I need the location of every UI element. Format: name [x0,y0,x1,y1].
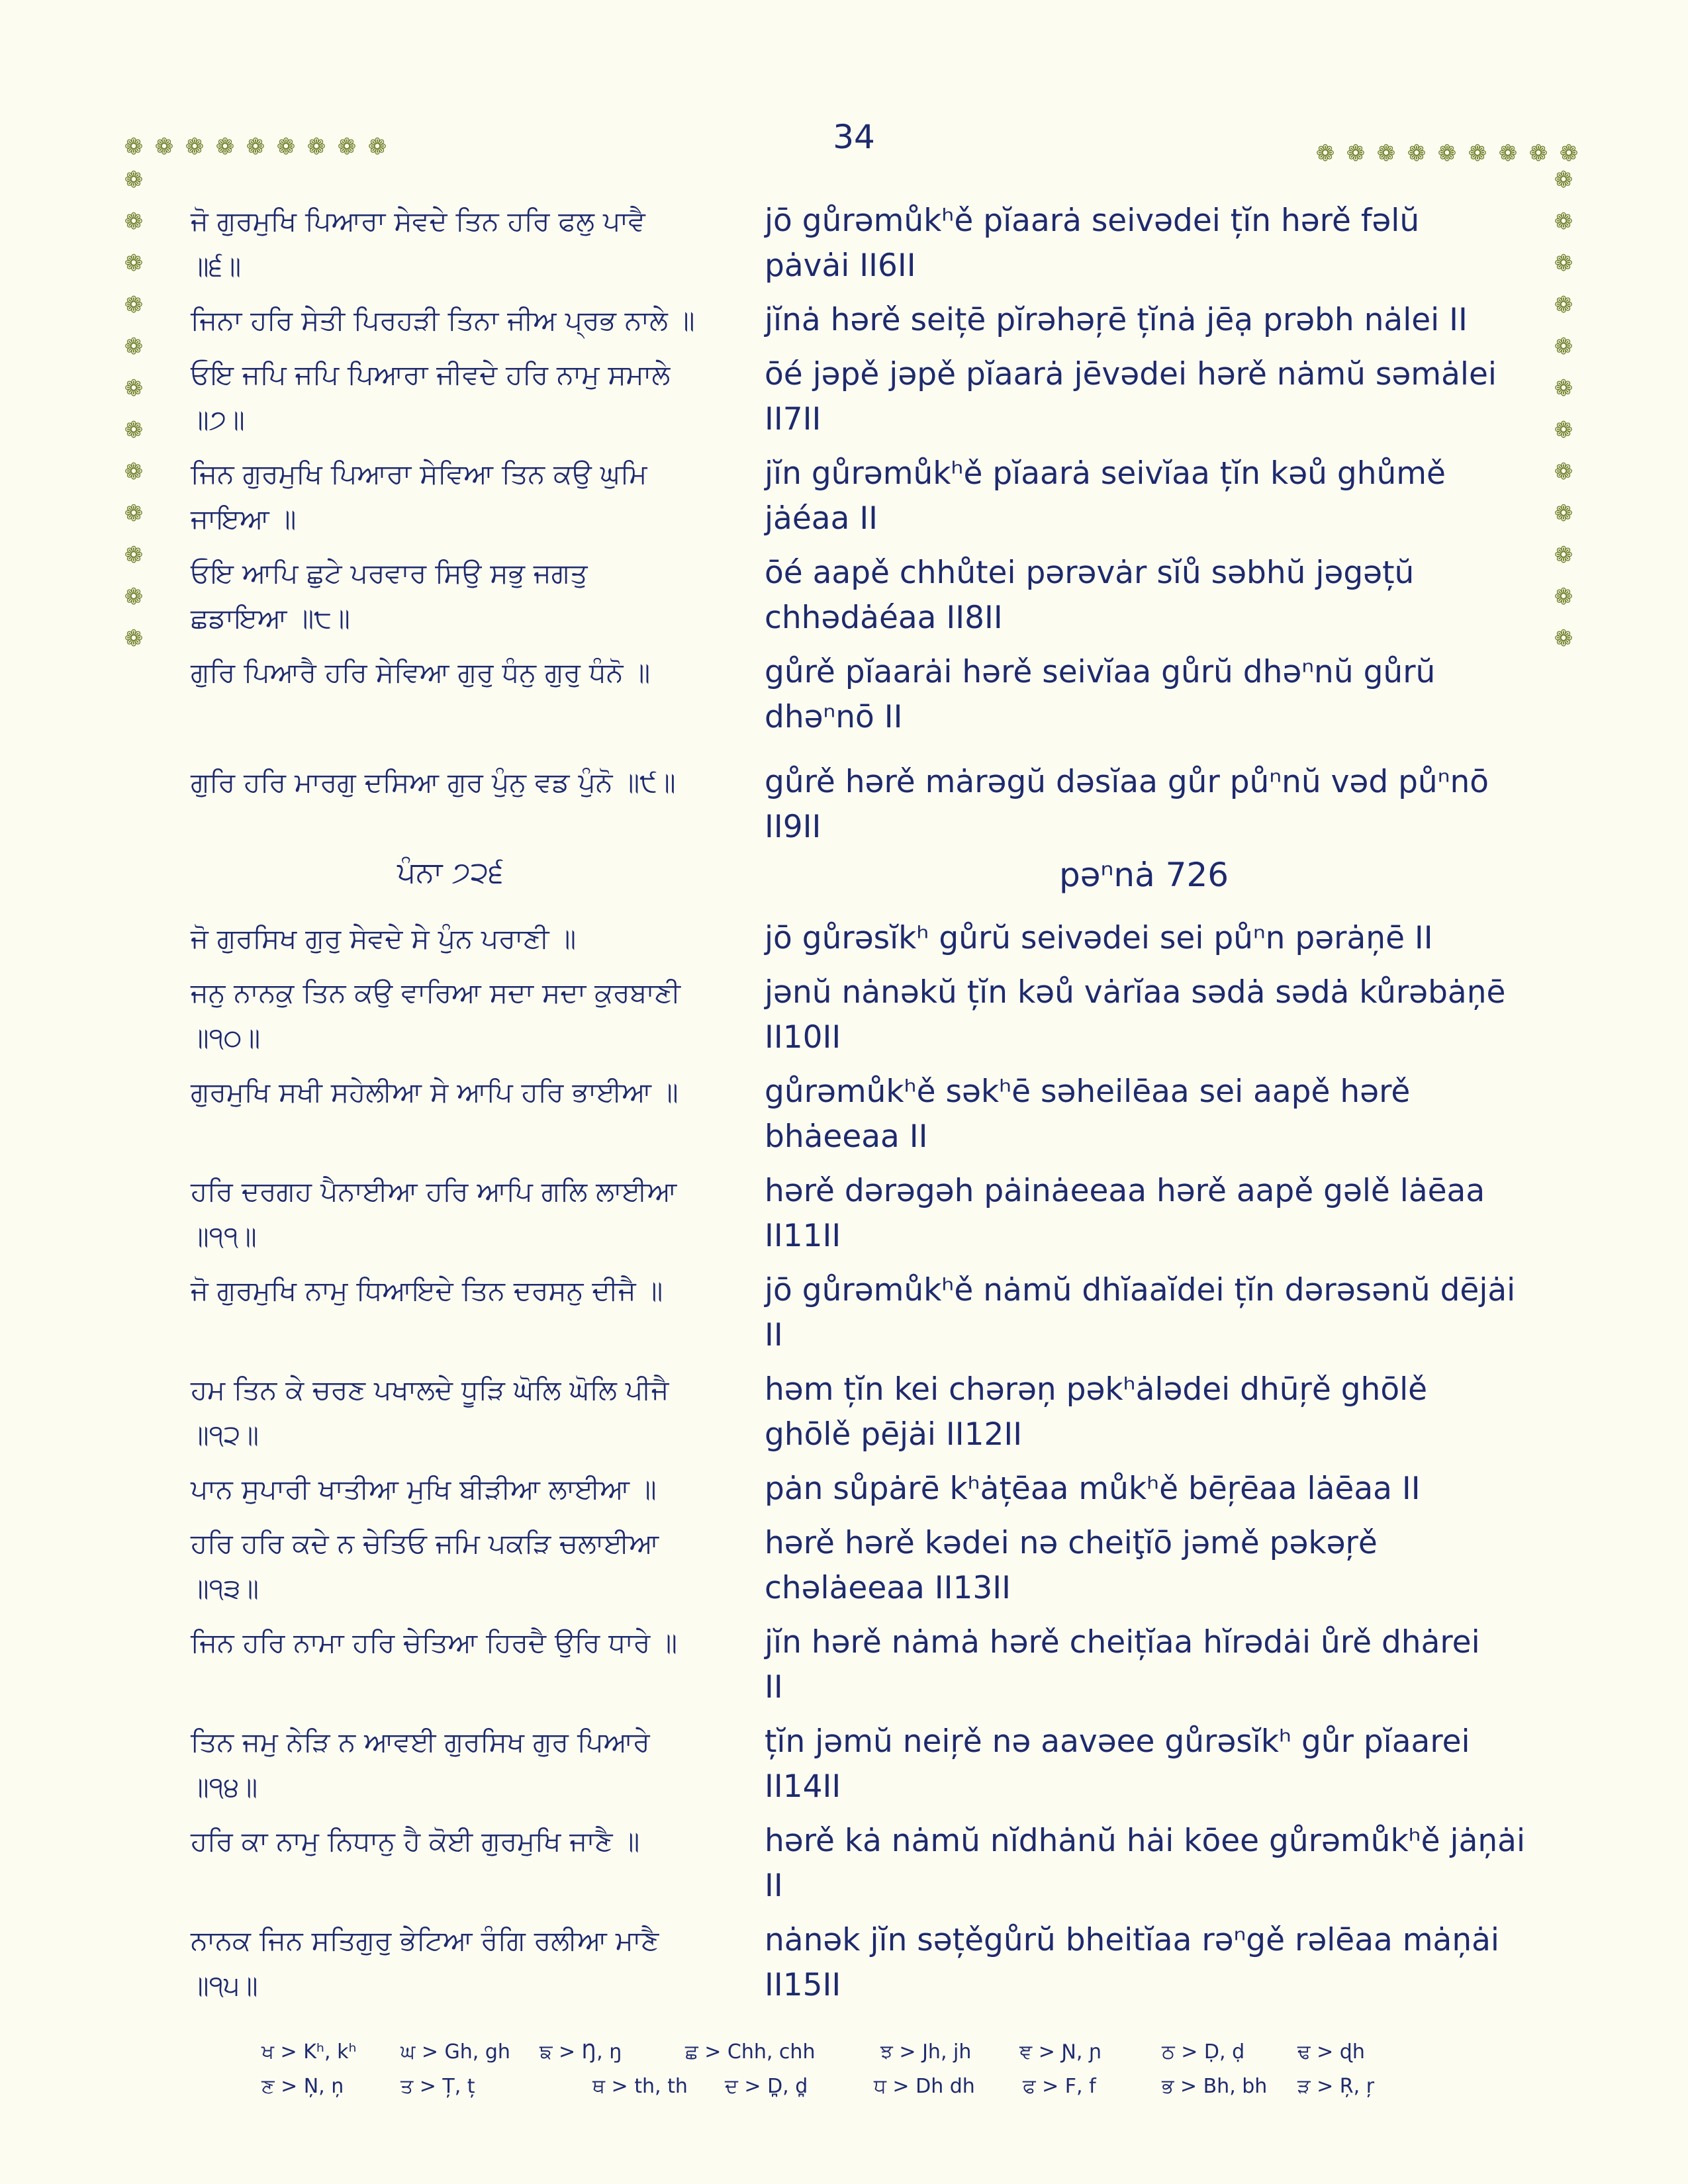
verse-gurmukhi-line: ਗੁਰਿ ਹਰਿ ਮਾਰਗੁ ਦਸਿਆ ਗੁਰ ਪੁੰਨੁ ਵਡ ਪੁੰਨੋ ॥੯॥ [191,766,676,798]
legend-entry: ਝ > Jh, jh [880,2040,972,2064]
verse-transliteration [765,970,1526,1060]
verse-gurmukhi-line: ਗੁਰਿ ਪਿਆਰੈ ਹਰਿ ਸੇਵਿਆ ਗੁਰੁ ਧੰਨੁ ਗੁਰੁ ਧੰਨੋ ॥ [191,657,651,688]
verse-transliteration-line: chhədȧéaa II8II [765,600,1003,636]
flower-icon: ❁ [124,500,144,527]
verse-gurmukhi-line: ਜੋ ਗੁਰਮੁਖਿ ਪਿਆਰਾ ਸੇਵਦੇ ਤਿਨ ਹਰਿ ਫਲੁ ਪਾਵੈ [191,205,645,237]
verse-transliteration-line: jĭn hərě nȧmȧ hərě cheițĭaa hĭrədȧi ůrě dhȧrei [765,1624,1480,1661]
verse-gurmukhi-line: ਹਰਿ ਦਰਗਹ ਪੈਨਾਈਆ ਹਰਿ ਆਪਿ ਗਲਿ ਲਾਈਆ [191,1175,677,1207]
verse-gurmukhi [191,1620,747,1665]
verse-transliteration-line: bhȧeeaa II [765,1118,928,1155]
verse-transliteration [765,1467,1526,1512]
verse-transliteration-line: hərě dərəgəh pȧinȧeeaa hərě aapě gəlě lȧēaa [765,1173,1485,1209]
verse-gurmukhi-line: ॥੧੦॥ [191,1022,261,1054]
legend-entry: ਭ > Bh, bh [1162,2075,1268,2098]
verse-transliteration-line: nȧnək jĭn səțěgůrŭ bheitĭaa rəⁿgě rəlēaa mȧņȧi [765,1922,1499,1958]
flower-icon: ❁ [306,134,326,160]
flower-icon: ❁ [1554,584,1573,610]
flower-icon: ❁ [185,134,205,160]
page-number: 34 [833,118,875,156]
verse-transliteration [765,1819,1526,1909]
verse-transliteration-line: II [765,1317,783,1353]
flower-icon: ❁ [1528,140,1548,167]
flower-icon: ❁ [1559,140,1579,167]
verse-transliteration-line: jō gůrəsĭkʰ gůrŭ seivədei sei půⁿn pərȧņē II [765,920,1433,956]
flower-icon: ❁ [1554,167,1573,193]
verse-transliteration-line: chəlȧeeaa II13II [765,1570,1011,1606]
flower-icon: ❁ [124,334,144,360]
verse-gurmukhi-line: ॥੧੫॥ [191,1970,258,2001]
verse-transliteration [765,298,1526,343]
flower-icon: ❁ [1554,459,1573,485]
legend-entry: ਦ > D̪, d̪ [725,2075,808,2098]
verse-gurmukhi-line: ਜਨੁ ਨਾਨਕੁ ਤਿਨ ਕਉ ਵਾਰਿਆ ਸਦਾ ਸਦਾ ਕੁਰਬਾਣੀ [191,977,680,1009]
legend-entry: ਣ > Ņ, ņ [261,2075,344,2098]
verse-gurmukhi-line: ਓਇ ਆਪਿ ਛੁਟੇ ਪਰਵਾਰ ਸਿਉ ਸਭੁ ਜਗਤੁ [191,557,588,589]
flower-icon: ❁ [1554,375,1573,402]
verse-gurmukhi [191,916,747,961]
verse-transliteration [765,1620,1526,1710]
verse-transliteration-line: țĭn jəmŭ neiŗě nə aavəee gůrəsĭkʰ gůr pĭaarei [765,1723,1470,1760]
verse-transliteration-line: ōé jəpě jəpě pĭaarȧ jēvədei hərě nȧmŭ səmȧlei [765,356,1497,392]
flower-icon: ❁ [1554,292,1573,318]
verse-transliteration [765,352,1526,442]
verse-transliteration [765,199,1526,289]
flower-icon: ❁ [246,134,265,160]
flower-icon: ❁ [124,542,144,569]
verse-gurmukhi [191,298,747,343]
verse-transliteration-line: II [765,1868,783,1904]
flower-icon: ❁ [1376,140,1396,167]
flower-icon: ❁ [124,459,144,485]
verse-transliteration [765,1719,1526,1809]
verse-transliteration [765,551,1526,641]
verse-transliteration-line: II9II [765,809,821,845]
verse-gurmukhi-line: ਹਰਿ ਹਰਿ ਕਦੇ ਨ ਚੇਤਿਓ ਜਮਿ ਪਕੜਿ ਚਲਾਈਆ [191,1527,659,1559]
legend-entry: ਞ > Ɲ, ɲ [1019,2040,1102,2064]
legend-entry: ਧ > Dh dh [874,2075,975,2098]
flower-icon: ❁ [215,134,235,160]
legend-entry: ੜ > Ŗ, ŗ [1297,2075,1375,2098]
verse-transliteration-line: gůrě pĭaarȧi hərě seivĭaa gůrŭ dhəⁿnŭ gůrŭ [765,654,1436,690]
flower-icon: ❁ [1554,334,1573,360]
verse-gurmukhi-line: ਪਾਨ ਸੁਪਾਰੀ ਖਾਤੀਆ ਮੁਖਿ ਬੀੜੀਆ ਲਾਈਆ ॥ [191,1473,657,1505]
verse-gurmukhi-line: ॥੧੧॥ [191,1220,257,1252]
verse-gurmukhi [191,1521,747,1611]
verse-transliteration-line: jĭnȧ hərě seițē pĭrəhəŗē țĭnȧ jēạ prəbh nȧlei II [765,302,1468,338]
verse-transliteration [765,1918,1526,2008]
verse-transliteration [765,451,1526,541]
verse-gurmukhi [191,1268,747,1313]
flower-icon: ❁ [124,134,144,160]
legend-entry: ਢ > ɖh [1297,2040,1365,2064]
flower-icon: ❁ [1315,140,1335,167]
section-heading-transliteration: pəⁿnȧ 726 [1059,856,1229,894]
flower-icon: ❁ [124,208,144,235]
verse-transliteration-line: jənŭ nȧnəkŭ țĭn kəů vȧrĭaa sədȧ sədȧ kůrəbȧņē [765,974,1506,1011]
verse-transliteration-line: ghōlě pējȧi II12II [765,1416,1023,1453]
verse-gurmukhi-line: ਜੋ ਗੁਰਸਿਖ ਗੁਰੁ ਸੇਵਦੇ ਸੇ ਪੁੰਨ ਪਰਾਣੀ ॥ [191,923,577,954]
verse-transliteration [765,1069,1526,1160]
verse-gurmukhi-line: ਹਰਿ ਕਾ ਨਾਮੁ ਨਿਧਾਨੁ ਹੈ ਕੋਈ ਗੁਰਮੁਖਿ ਜਾਣੈ ॥ [191,1825,640,1857]
flower-icon: ❁ [1554,542,1573,569]
verse-gurmukhi [191,1169,747,1259]
verse-transliteration-line: hərě kȧ nȧmŭ nĭdhȧnŭ hȧi kōee gůrəmůkʰě jȧņȧi [765,1823,1526,1859]
flower-icon: ❁ [1554,208,1573,235]
verse-transliteration-line: hərě hərě kədei nə cheiţĭō jəmě pəkəŗě [765,1525,1378,1561]
verse-gurmukhi-line: ਜਿਨ ਗੁਰਮੁਖਿ ਪਿਆਰਾ ਸੇਵਿਆ ਤਿਨ ਕਉ ਘੁਮਿ [191,458,647,490]
verse-gurmukhi-line: ਗੁਰਮੁਖਿ ਸਖੀ ਸਹੇਲੀਆ ਸੇ ਆਪਿ ਹਰਿ ਭਾਈਆ ॥ [191,1076,679,1108]
flower-icon: ❁ [124,625,144,652]
flower-icon: ❁ [1346,140,1366,167]
verse-gurmukhi-line: ਓਇ ਜਪਿ ਜਪਿ ਪਿਆਰਾ ਜੀਵਦੇ ਹਰਿ ਨਾਮੁ ਸਮਾਲੇ [191,359,671,390]
verse-gurmukhi-line: ਹਮ ਤਿਨ ਕੇ ਚਰਣ ਪਖਾਲਦੇ ਧੂੜਿ ਘੋਲਿ ਘੋਲਿ ਪੀਜੈ [191,1374,669,1406]
section-heading-gurmukhi: ਪੰਨਾ ੭੨੬ [397,856,504,889]
verse-gurmukhi [191,1367,747,1457]
flower-icon: ❁ [337,134,357,160]
verse-gurmukhi-line: ॥੧੩॥ [191,1572,259,1604]
legend-entry: ਖ > Kʰ, kʰ [261,2040,357,2064]
flower-icon: ❁ [276,134,296,160]
flower-icon: ❁ [1554,625,1573,652]
legend-entry: ਫ > F, f [1023,2075,1096,2098]
flower-icon: ❁ [124,584,144,610]
flower-icon: ❁ [124,292,144,318]
verse-transliteration-line: gůrəmůkʰě səkʰē səheilēaa sei aapě hərě [765,1073,1411,1110]
verse-transliteration [765,650,1526,740]
verse-gurmukhi [191,760,747,805]
verse-transliteration [765,1169,1526,1259]
verse-transliteration-line: jō gůrəmůkʰě pĭaarȧ seivədei țĭn hərě fəlŭ [765,203,1420,239]
verse-transliteration-line: jĭn gůrəmůkʰě pĭaarȧ seivĭaa țĭn kəů ghůmě [765,455,1446,492]
verse-transliteration-line: II15II [765,1967,841,2003]
verse-gurmukhi [191,970,747,1060]
flower-icon: ❁ [154,134,174,160]
verse-transliteration-line: həm țĭn kei chərəņ pəkʰȧlədei dhūŗě ghōlě [765,1371,1428,1408]
legend-entry: ਠ > Ḍ, ḍ [1162,2040,1245,2064]
verse-gurmukhi [191,1719,747,1809]
flower-icon: ❁ [124,167,144,193]
verse-gurmukhi [191,451,747,541]
verse-gurmukhi-line: ਜਿਨ ਹਰਿ ਨਾਮਾ ਹਰਿ ਚੇਤਿਆ ਹਿਰਦੈ ਉਰਿ ਧਾਰੇ ॥ [191,1627,678,1659]
flower-icon: ❁ [1554,500,1573,527]
verse-transliteration-line: II11II [765,1218,841,1254]
verse-transliteration-line: pȧn sůpȧrē kʰȧțēaa můkʰě bēŗēaa lȧēaa II [765,1471,1421,1507]
verse-gurmukhi [191,551,747,641]
verse-gurmukhi-line: ॥੧੨॥ [191,1419,259,1451]
verse-gurmukhi [191,650,747,695]
verse-transliteration-line: II [765,1669,783,1706]
verse-gurmukhi [191,352,747,442]
legend-entry: ਛ > Chh, chh [685,2040,816,2064]
verse-transliteration [765,916,1526,961]
legend-entry: ਥ > th, th [592,2075,688,2098]
verse-transliteration-line: gůrě hərě mȧrəgŭ dəsĭaa gůr půⁿnŭ vəd půⁿnō [765,764,1489,800]
verse-gurmukhi [191,1819,747,1864]
verse-gurmukhi-line: ਜਾਇਆ ॥ [191,503,297,535]
verse-gurmukhi-line: ਜਿਨਾ ਹਰਿ ਸੇਤੀ ਪਿਰਹੜੀ ਤਿਨਾ ਜੀਅ ਪ੍ਰਭ ਨਾਲੇ ॥ [191,304,695,336]
verse-gurmukhi-line: ॥੬॥ [191,250,242,282]
flower-icon: ❁ [124,417,144,443]
verse-gurmukhi [191,1467,747,1512]
verse-transliteration-line: II10II [765,1019,841,1056]
verse-transliteration-line: II7II [765,401,821,437]
verse-transliteration [765,1367,1526,1457]
verse-gurmukhi-line: ਛਡਾਇਆ ॥੮॥ [191,602,350,634]
flower-icon: ❁ [367,134,387,160]
verse-gurmukhi [191,199,747,289]
flower-icon: ❁ [1498,140,1518,167]
verse-transliteration [765,1268,1526,1358]
verse-transliteration-line: ōé aapě chhůtei pərəvȧr sĭů səbhŭ jəgəțŭ [765,555,1415,591]
verse-transliteration-line: jō gůrəmůkʰě nȧmŭ dhĭaaĭdei țĭn dərəsənŭ dējȧi [765,1272,1516,1308]
verse-gurmukhi-line: ॥੧੪॥ [191,1771,258,1803]
flower-icon: ❁ [1554,417,1573,443]
verse-gurmukhi-line: ਨਾਨਕ ਜਿਨ ਸਤਿਗੁਰੁ ਭੇਟਿਆ ਰੰਗਿ ਰਲੀਆ ਮਾਣੈ [191,1925,659,1956]
flower-icon: ❁ [124,250,144,277]
verse-gurmukhi-line: ॥੭॥ [191,404,245,435]
verse-transliteration-line: pȧvȧi II6II [765,248,916,284]
verse-transliteration-line: dhəⁿnō II [765,699,903,735]
flower-icon: ❁ [1407,140,1427,167]
verse-gurmukhi [191,1069,747,1115]
verse-transliteration [765,760,1526,850]
flower-icon: ❁ [124,375,144,402]
legend-entry: ਤ > Ț, ț [400,2075,475,2098]
verse-transliteration [765,1521,1526,1611]
flower-icon: ❁ [1554,250,1573,277]
verse-gurmukhi-line: ਤਿਨ ਜਮੁ ਨੇੜਿ ਨ ਆਵਈ ਗੁਰਸਿਖ ਗੁਰ ਪਿਆਰੇ [191,1726,650,1758]
verse-transliteration-line: jȧéaa II [765,500,878,537]
verse-gurmukhi [191,1918,747,2008]
legend-entry: ਘ > Gh, gh [400,2040,510,2064]
verse-gurmukhi-line: ਜੋ ਗੁਰਮੁਖਿ ਨਾਮੁ ਧਿਆਇਦੇ ਤਿਨ ਦਰਸਨੁ ਦੀਜੈ ॥ [191,1275,663,1306]
flower-icon: ❁ [1468,140,1487,167]
verse-transliteration-line: II14II [765,1768,841,1805]
legend-entry: ਙ > Ŋ, ŋ [539,2040,622,2064]
flower-icon: ❁ [1437,140,1457,167]
